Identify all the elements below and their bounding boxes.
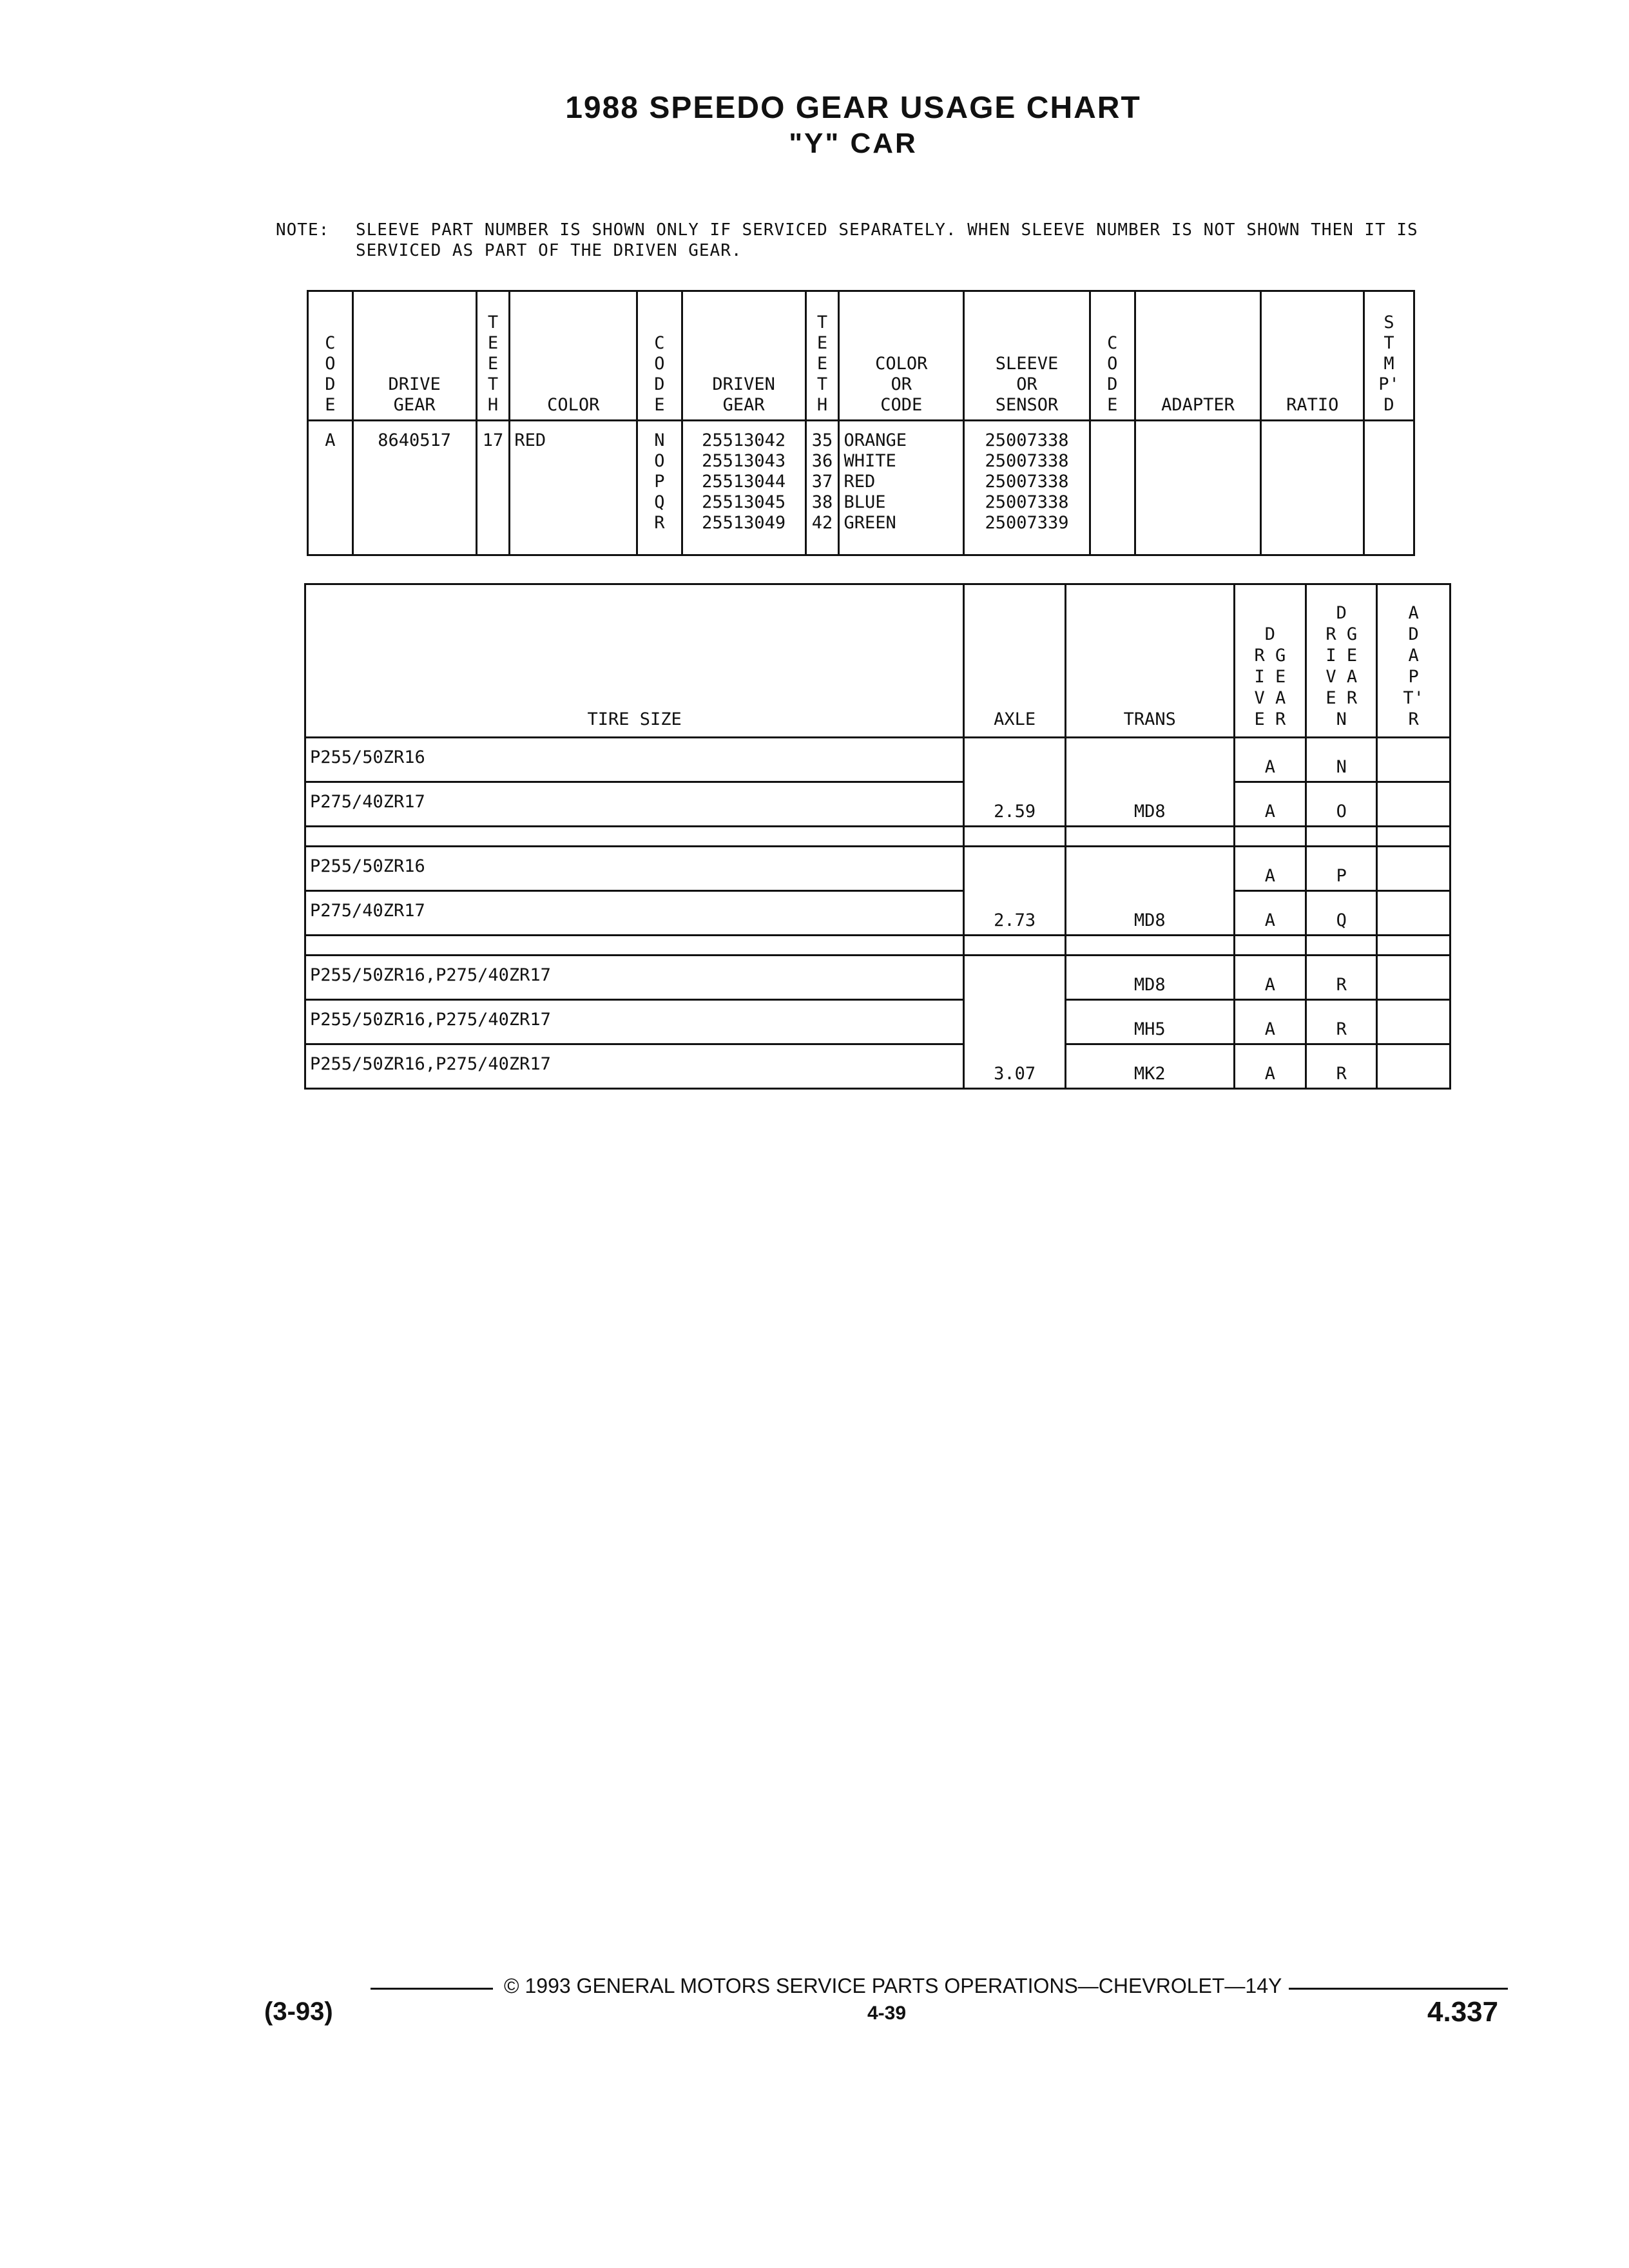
adapter-cell <box>1377 1044 1451 1089</box>
driven-code-cell: Q <box>1306 891 1377 936</box>
drive-gear: 8640517 <box>352 421 476 555</box>
col-code: C O D E <box>308 291 353 421</box>
table-row <box>305 782 1451 827</box>
tire-size-cell: P255/50ZR16,P275/40ZR17 <box>305 1044 964 1089</box>
axle-cell: 2.73 <box>964 847 1066 936</box>
tire-size-cell: P255/50ZR16,P275/40ZR17 <box>305 1000 964 1044</box>
col-adapter-code: A D A P T' R <box>1377 584 1451 738</box>
note-label: NOTE: <box>276 220 330 240</box>
table-row <box>305 956 1451 1000</box>
drive-code-cell: A <box>1234 738 1306 782</box>
table-row <box>305 847 1451 891</box>
table-row <box>305 891 1451 936</box>
driven-gears: 25513042 25513043 25513044 25513045 25513049 <box>682 421 805 555</box>
gear-table-header <box>308 291 1414 421</box>
driven-code-cell: R <box>1306 1000 1377 1044</box>
drive-teeth: 17 <box>476 421 510 555</box>
adapter-cell <box>1377 1000 1451 1044</box>
empty-ratio-cell <box>1261 421 1364 555</box>
usage-table-header <box>305 584 1451 738</box>
driven-code-cell: P <box>1306 847 1377 891</box>
col-trans: TRANS <box>1066 584 1235 738</box>
driven-code-cell: R <box>1306 1044 1377 1089</box>
col-adapter: ADAPTER <box>1135 291 1261 421</box>
table-row <box>308 421 1414 555</box>
table-row <box>305 738 1451 782</box>
drive-code-cell: A <box>1234 956 1306 1000</box>
note-line-2: SERVICED AS PART OF THE DRIVEN GEAR. <box>356 241 742 260</box>
tire-size-cell: P255/50ZR16 <box>305 738 964 782</box>
page-subtitle: "Y" CAR <box>789 128 918 159</box>
driven-code-cell: R <box>1306 956 1377 1000</box>
col-drive-gear: DRIVE GEAR <box>352 291 476 421</box>
col-driven-gear-code: D R G I E V A E R N <box>1306 584 1377 738</box>
trans-cell: MD8 <box>1066 738 1235 827</box>
drive-code: A <box>308 421 353 555</box>
footer-rule-left <box>371 1988 493 1990</box>
col-tire-size: TIRE SIZE <box>305 584 964 738</box>
separator-row <box>305 827 1451 847</box>
empty-stmpd-cell <box>1364 421 1414 555</box>
adapter-cell <box>1377 891 1451 936</box>
trans-cell: MK2 <box>1066 1044 1235 1089</box>
empty-code-cell <box>1090 421 1135 555</box>
adapter-cell <box>1377 956 1451 1000</box>
driven-code-cell: O <box>1306 782 1377 827</box>
col-color-code: COLOR OR CODE <box>839 291 964 421</box>
footer-rule-right <box>1289 1988 1508 1990</box>
trans-cell: MD8 <box>1066 956 1235 1000</box>
tire-size-cell: P255/50ZR16,P275/40ZR17 <box>305 956 964 1000</box>
sleeve-numbers: 25007338 25007338 25007338 25007338 25007339 <box>964 421 1090 555</box>
date-code: (3-93) <box>264 1997 333 2026</box>
drive-code-cell: A <box>1234 1000 1306 1044</box>
col-teeth-2: T E E T H <box>805 291 839 421</box>
tire-size-cell: P275/40ZR17 <box>305 891 964 936</box>
adapter-cell <box>1377 847 1451 891</box>
trans-cell: MH5 <box>1066 1000 1235 1044</box>
driven-codes: N O P Q R <box>637 421 682 555</box>
driven-code-cell: N <box>1306 738 1377 782</box>
col-sleeve: SLEEVE OR SENSOR <box>964 291 1090 421</box>
page-number: 4.337 <box>1427 1996 1499 2028</box>
drive-color: RED <box>510 421 637 555</box>
drive-code-cell: A <box>1234 1044 1306 1089</box>
col-code-2: C O D E <box>637 291 682 421</box>
col-axle: AXLE <box>964 584 1066 738</box>
axle-cell: 2.59 <box>964 738 1066 827</box>
col-ratio: RATIO <box>1261 291 1364 421</box>
col-teeth: T E E T H <box>476 291 510 421</box>
page-center-number: 4-39 <box>867 2003 907 2024</box>
col-color: COLOR <box>510 291 637 421</box>
col-driven-gear: DRIVEN GEAR <box>682 291 805 421</box>
empty-adapter-cell <box>1135 421 1261 555</box>
table-row <box>305 1044 1451 1089</box>
page-title: 1988 SPEEDO GEAR USAGE CHART <box>565 91 1141 125</box>
tire-size-cell: P255/50ZR16 <box>305 847 964 891</box>
col-drive-gear-code: D R G I E V A E R <box>1234 584 1306 738</box>
driven-colors: ORANGE WHITE RED BLUE GREEN <box>839 421 964 555</box>
adapter-cell <box>1377 782 1451 827</box>
copyright-line: © 1993 GENERAL MOTORS SERVICE PARTS OPERATIONS—CHEVROLET—14Y <box>504 1974 1282 1997</box>
adapter-cell <box>1377 738 1451 782</box>
drive-code-cell: A <box>1234 891 1306 936</box>
usage-table <box>304 583 1451 1090</box>
axle-cell: 3.07 <box>964 956 1066 1089</box>
gear-table <box>307 290 1415 556</box>
separator-row <box>305 936 1451 956</box>
col-stmpd: S T M P' D <box>1364 291 1414 421</box>
table-row <box>305 1000 1451 1044</box>
drive-code-cell: A <box>1234 782 1306 827</box>
col-code-3: C O D E <box>1090 291 1135 421</box>
tire-size-cell: P275/40ZR17 <box>305 782 964 827</box>
driven-teeth: 35 36 37 38 42 <box>805 421 839 555</box>
drive-code-cell: A <box>1234 847 1306 891</box>
trans-cell: MD8 <box>1066 847 1235 936</box>
note-line-1: SLEEVE PART NUMBER IS SHOWN ONLY IF SERVICED SEPARATELY. WHEN SLEEVE NUMBER IS NOT SHOWN THEN IT IS <box>356 220 1418 240</box>
